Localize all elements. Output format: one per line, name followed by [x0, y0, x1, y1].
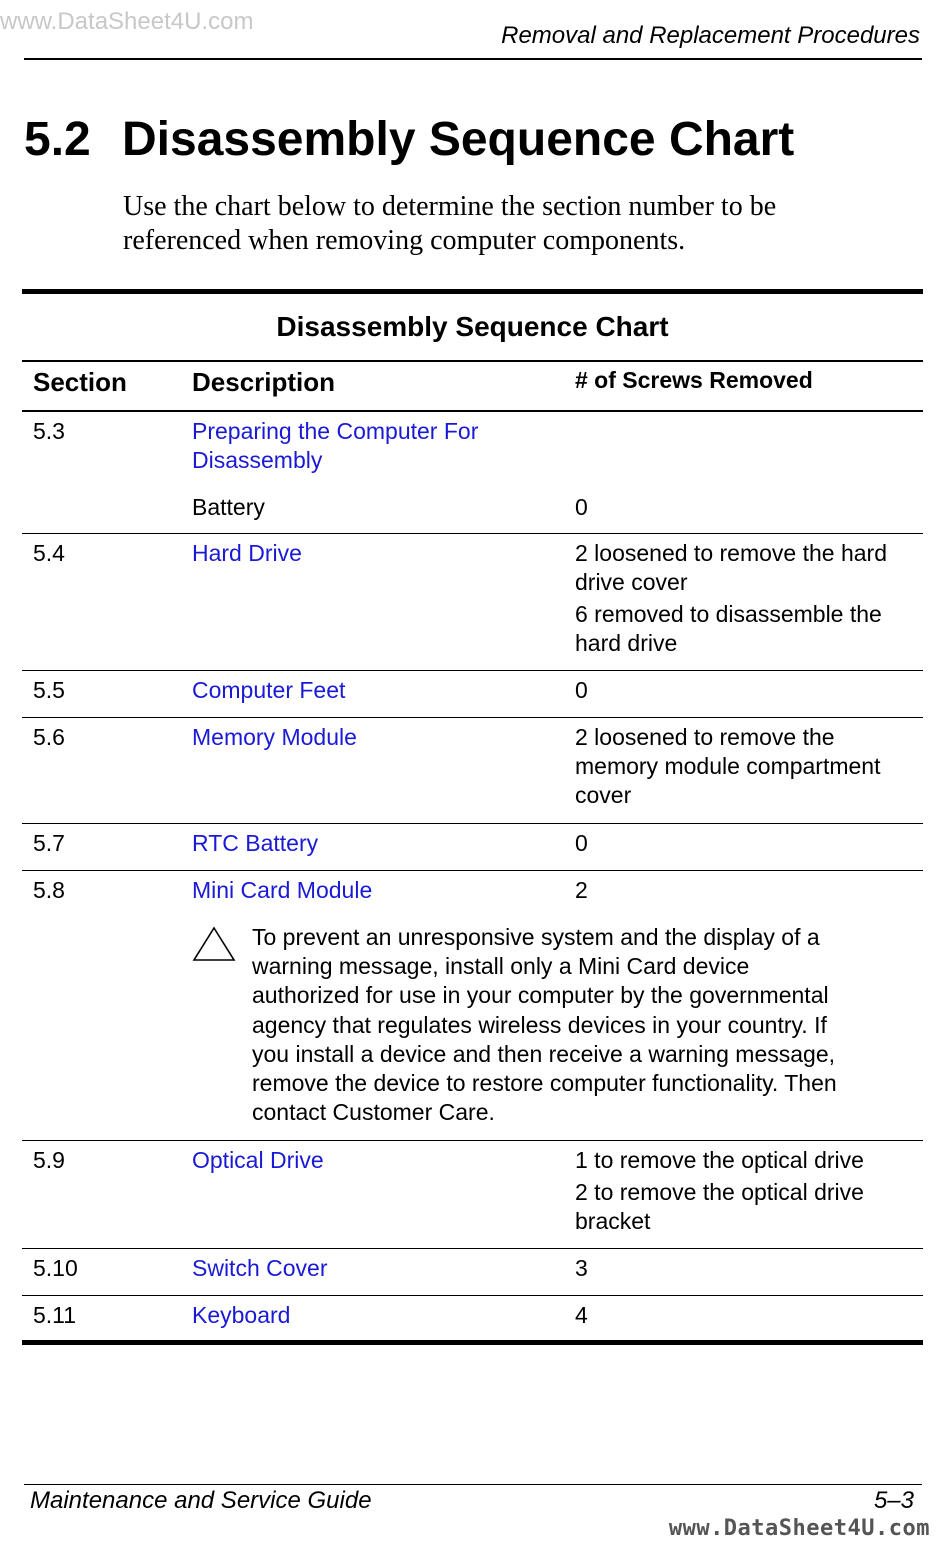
link-line: Preparing the Computer For: [192, 418, 479, 444]
disassembly-table: [22, 289, 923, 1345]
table-row: [22, 1141, 923, 1248]
row-sub-description: Battery: [192, 494, 265, 520]
header-screws: # of Screws Removed: [575, 367, 813, 393]
page-number: 5–3: [873, 1487, 914, 1514]
row-section: 5.6: [33, 724, 65, 750]
table-bottom-rule: [22, 1340, 923, 1345]
watermark-top: www.DataSheet4U.com: [0, 8, 254, 35]
row-sub-screws: 0: [575, 494, 588, 520]
row-screws: [575, 1146, 920, 1236]
row-screws: 4: [575, 1302, 588, 1328]
intro-line: Use the chart below to determine the section number to be: [123, 191, 777, 222]
row-description-link[interactable]: Hard Drive: [192, 540, 302, 566]
row-section: 5.9: [33, 1147, 65, 1173]
row-section: 5.10: [33, 1255, 78, 1281]
row-description-link[interactable]: Memory Module: [192, 724, 357, 750]
header-section: Section: [33, 367, 127, 397]
screws-line: 2 loosened to remove the hard: [575, 540, 887, 566]
caution-text: [252, 923, 912, 1127]
row-screws: [575, 539, 920, 658]
screws-line: memory module compartment: [575, 753, 881, 779]
caution-line: remove the device to restore computer functionality. Then: [252, 1070, 837, 1097]
intro-line: referenced when removing computer components.: [123, 225, 686, 256]
watermark-bottom: www.DataSheet4U.com: [668, 1516, 930, 1541]
table-header-row: [22, 362, 923, 410]
row-section: 5.4: [33, 540, 65, 566]
row-screws: 0: [575, 830, 588, 856]
caution-line: authorized for use in your computer by the governmental: [252, 982, 829, 1009]
header-rule: [24, 58, 922, 60]
section-title: [24, 112, 794, 167]
table-row: [22, 718, 923, 823]
screws-line: 1 to remove the optical drive: [575, 1147, 864, 1173]
table-row: [22, 1249, 923, 1295]
row-description-link[interactable]: Computer Feet: [192, 677, 346, 703]
caution-line: warning message, install only a Mini Card device: [252, 953, 750, 980]
table-caption: Disassembly Sequence Chart: [276, 311, 669, 342]
screws-line: 6 removed to disassemble the: [575, 601, 882, 627]
footer-title: Maintenance and Service Guide: [30, 1487, 372, 1514]
screws-line: 2 loosened to remove the: [575, 724, 835, 750]
table-row: [22, 412, 923, 533]
caution-triangle-icon: [192, 926, 236, 967]
row-description-link[interactable]: Keyboard: [192, 1302, 291, 1328]
screws-line: drive cover: [575, 569, 688, 595]
caution-line: contact Customer Care.: [252, 1099, 495, 1126]
table-row: [22, 671, 923, 717]
row-section: 5.7: [33, 830, 65, 856]
row-screws: 2: [575, 877, 588, 903]
row-section: 5.8: [33, 877, 65, 903]
link-line: Disassembly: [192, 447, 323, 473]
header-description: Description: [192, 367, 336, 397]
section-title-text: Disassembly Sequence Chart: [122, 113, 795, 166]
caution-line: To prevent an unresponsive system and the display of a: [252, 924, 820, 950]
table-row: [22, 1296, 923, 1340]
row-description-link[interactable]: Switch Cover: [192, 1255, 328, 1281]
row-screws: [575, 723, 920, 810]
row-description-link[interactable]: Mini Card Module: [192, 877, 373, 903]
table-row: [22, 824, 923, 870]
row-description-link[interactable]: Optical Drive: [192, 1147, 324, 1173]
footer-rule: [24, 1484, 922, 1485]
screws-line: bracket: [575, 1208, 651, 1234]
screws-line: hard drive: [575, 630, 678, 656]
caution-line: you install a device and then receive a warning message,: [252, 1040, 836, 1067]
caution-line: agency that regulates wireless devices in your country. If: [252, 1011, 827, 1038]
row-description-link[interactable]: RTC Battery: [192, 830, 319, 856]
row-section: 5.5: [33, 677, 65, 703]
intro-paragraph: [123, 190, 883, 258]
table-row: [22, 534, 923, 670]
row-section: 5.11: [33, 1302, 77, 1328]
screws-line: cover: [575, 782, 632, 808]
row-screws: 0: [575, 677, 588, 703]
row-screws: 3: [575, 1255, 588, 1281]
section-number: 5.2: [24, 113, 91, 166]
table-row: [22, 871, 923, 1140]
running-head: Removal and Replacement Procedures: [501, 22, 920, 49]
row-section: 5.3: [33, 418, 65, 444]
row-description-link[interactable]: [192, 417, 572, 475]
screws-line: 2 to remove the optical drive: [575, 1179, 864, 1205]
